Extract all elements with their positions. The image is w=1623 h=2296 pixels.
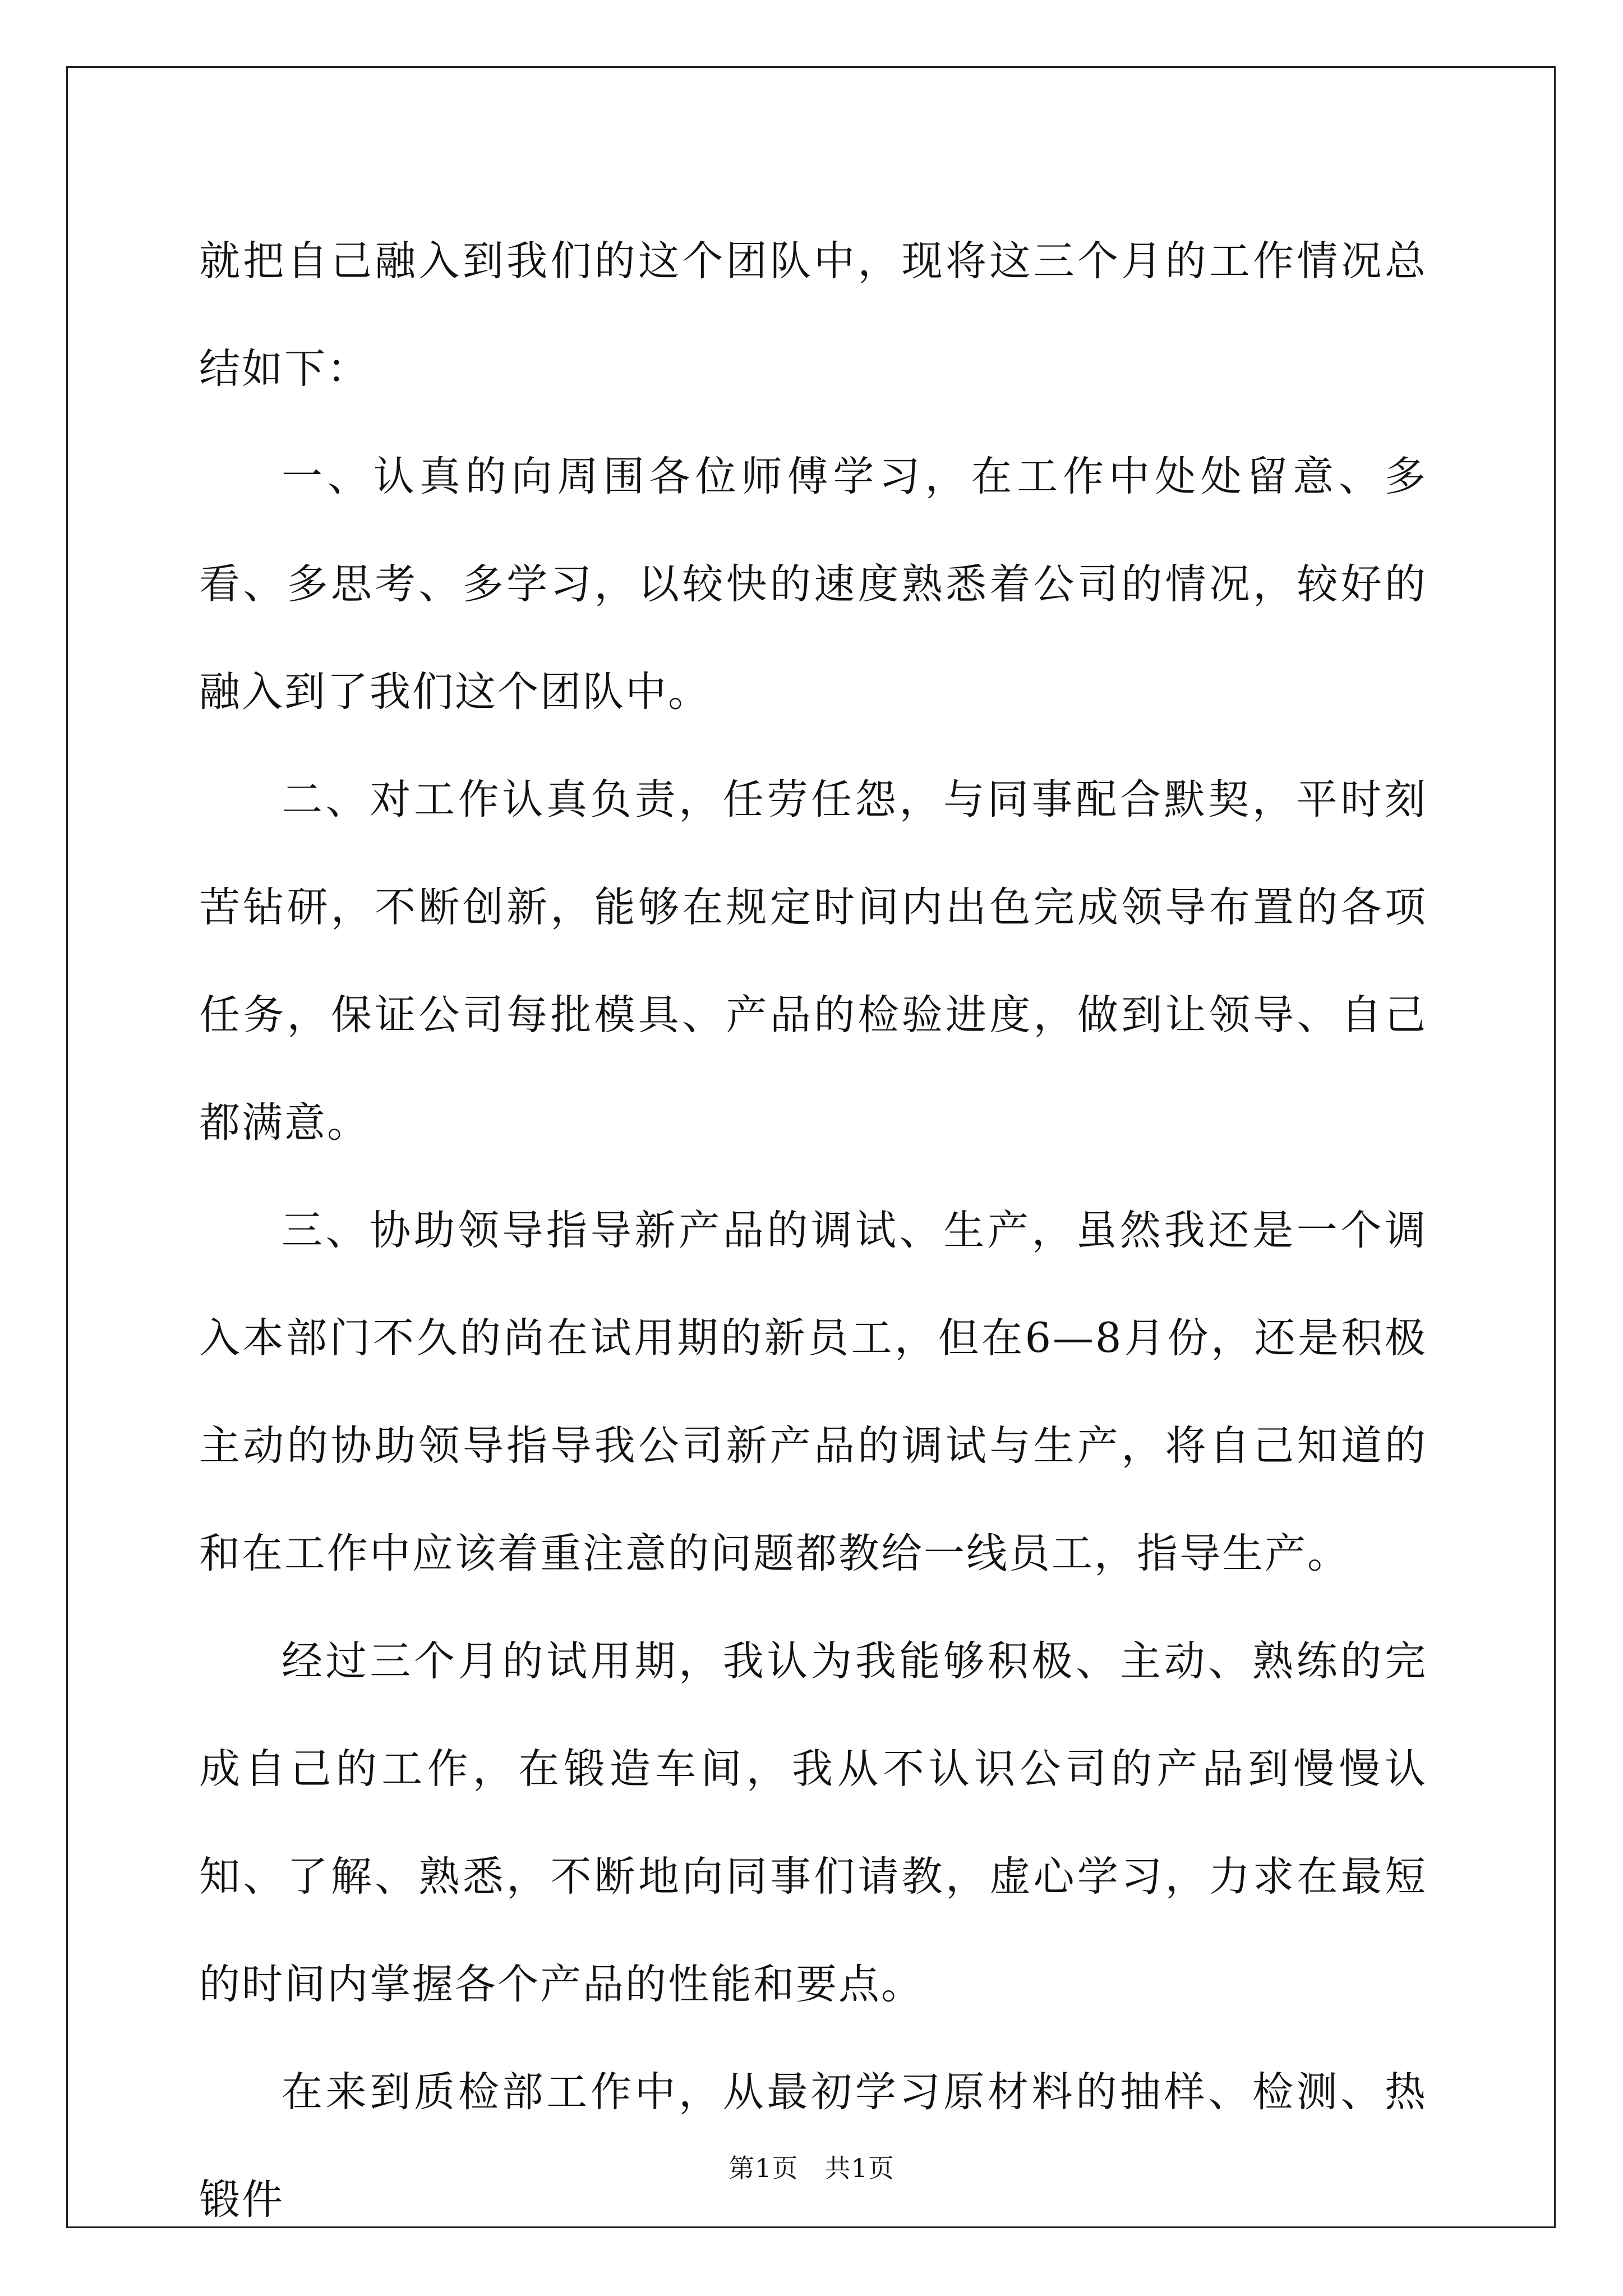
page-footer xyxy=(0,2151,1623,2185)
paragraph-item-2: 二、对工作认真负责，任劳任怨，与同事配合默契，平时刻苦钻研，不断创新，能够在规定时间内出色完成领导布置的各项任务，保证公司每批模具、产品的检验进度，做到让领导、自己都满意。 xyxy=(199,776,1427,1147)
document-body xyxy=(199,208,1427,2254)
page-total: 共1页 xyxy=(824,2153,895,2183)
paragraph-item-1: 一、认真的向周围各位师傅学习，在工作中处处留意、多看、多思考、多学习，以较快的速度熟悉着公司的情况，较好的融入到了我们这个团队中。 xyxy=(199,453,1427,716)
footer-gap xyxy=(799,2153,825,2183)
paragraph-quality-dept: 在来到质检部工作中，从最初学习原材料的抽样、检测、热锻件 xyxy=(199,2068,1427,2224)
paragraph-item-3: 三、协助领导指导新产品的调试、生产，虽然我还是一个调入本部门不久的尚在试用期的新员工，但在6—8月份，还是积极主动的协助领导指导我公司新产品的调试与生产，将自己知道的和在工作中应该着重注意的问题都教给一线员工，指导生产。 xyxy=(199,1207,1427,1577)
page-number: 第1页 xyxy=(728,2153,799,2183)
paragraph-summary: 经过三个月的试用期，我认为我能够积极、主动、熟练的完成自己的工作，在锻造车间，我从不认识公司的产品到慢慢认知、了解、熟悉，不断地向同事们请教，虚心学习，力求在最短的时间内掌握各个产品的性能和要点。 xyxy=(199,1637,1427,2008)
paragraph-continued: 就把自己融入到我们的这个团队中，现将这三个月的工作情况总结如下： xyxy=(199,237,1427,393)
